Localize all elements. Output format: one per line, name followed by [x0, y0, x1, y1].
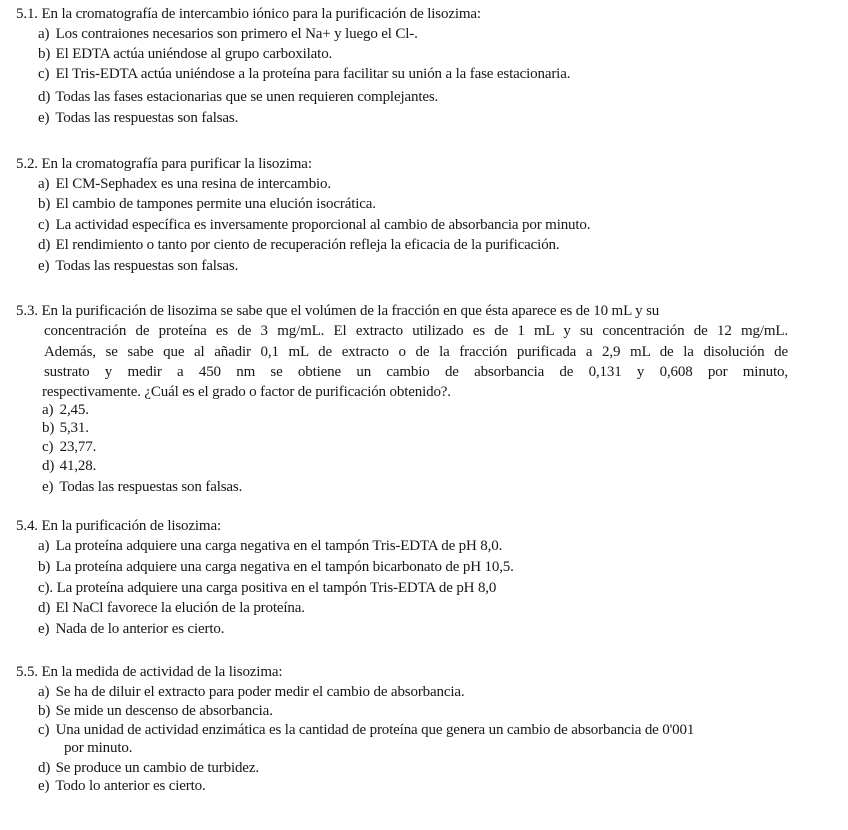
option-letter: a) [38, 26, 50, 42]
option-letter: e) [38, 621, 50, 637]
option-a [38, 26, 418, 43]
option-b [38, 559, 514, 576]
option-letter: d) [38, 760, 51, 776]
option-letter: b) [38, 559, 51, 575]
option-text: Todo lo anterior es cierto. [55, 778, 206, 794]
option-text: Todas las respuestas son falsas. [55, 258, 239, 274]
question-stem [16, 156, 312, 173]
option-c [42, 439, 96, 456]
option-text: 41,28. [59, 458, 97, 474]
option-letter: e) [38, 110, 50, 126]
option-text: Se produce un cambio de turbidez. [55, 760, 259, 776]
option-letter: e) [42, 479, 54, 495]
option-text: Nada de lo anterior es cierto. [55, 621, 225, 637]
question-text: En la purificación de lisozima se sabe que el volúmen de la fracción en que ésta aparece es de 10 mL y su [41, 303, 660, 319]
option-e [38, 110, 238, 127]
question-number: 5.1. [16, 6, 38, 22]
option-d [38, 89, 438, 106]
option-a [38, 538, 502, 555]
option-letter: d) [38, 237, 51, 253]
option-text: El Tris-EDTA actúa uniéndose a la proteína para facilitar su unión a la fase estacionaria. [55, 66, 571, 82]
option-text: El NaCl favorece la elución de la proteína. [55, 600, 305, 616]
option-a [38, 176, 331, 193]
option-text: Todas las respuestas son falsas. [55, 110, 239, 126]
option-letter: b) [38, 196, 51, 212]
option-text: La actividad específica es inversamente proporcional al cambio de absorbancia por minuto. [55, 217, 591, 233]
option-letter: b) [38, 46, 51, 62]
option-text: Todas las respuestas son falsas. [59, 479, 243, 495]
option-text: 23,77. [59, 439, 97, 455]
option-e [38, 258, 238, 275]
option-continuation: por minuto. [64, 740, 133, 756]
option-text: La proteína adquiere una carga negativa en el tampón Tris-EDTA de pH 8,0. [55, 538, 503, 554]
option-letter: c). [38, 580, 53, 596]
question-text: En la cromatografía de intercambio iónico para la purificación de lisozima: [41, 6, 481, 22]
option-c [38, 217, 590, 234]
question-text-line: sustrato y medir a 450 nm se obtiene un cambio de absorbancia de 0,131 y 0,608 por minuto, [44, 364, 788, 380]
question-number: 5.4. [16, 518, 38, 534]
question-number: 5.2. [16, 156, 38, 172]
option-e [42, 479, 242, 496]
question-text-line: respectivamente. ¿Cuál es el grado o factor de purificación obtenido?. [42, 384, 451, 400]
option-b [38, 703, 273, 720]
option-letter: a) [42, 402, 54, 418]
option-text: El rendimiento o tanto por ciento de recuperación refleja la eficacia de la purificación. [55, 237, 560, 253]
question-stem [16, 6, 481, 23]
option-text: El CM-Sephadex es una resina de intercambio. [55, 176, 332, 192]
option-d [38, 600, 305, 617]
option-b [38, 196, 376, 213]
question-text-line: Además, se sabe que al añadir 0,1 mL de extracto o de la fracción purificada a 2,9 mL de la disolución de [44, 344, 788, 360]
option-text: 2,45. [59, 402, 89, 418]
option-text: Los contraiones necesarios son primero el Na+ y luego el Cl-. [55, 26, 418, 42]
question-text-line: concentración de proteína es de 3 mg/mL. El extracto utilizado es de 1 mL y su concentración de 12 mg/mL. [44, 323, 788, 339]
option-letter: e) [38, 258, 50, 274]
question-text: En la medida de actividad de la lisozima: [41, 664, 283, 680]
option-letter: c) [38, 217, 50, 233]
option-d [38, 760, 259, 777]
option-text: Una unidad de actividad enzimática es la cantidad de proteína que genera un cambio de absorbancia de 0'001 [55, 722, 695, 738]
option-letter: a) [38, 538, 50, 554]
option-d [42, 458, 96, 475]
option-text: Se ha de diluir el extracto para poder medir el cambio de absorbancia. [55, 684, 465, 700]
option-a [42, 402, 89, 419]
option-text: La proteína adquiere una carga positiva en el tampón Tris-EDTA de pH 8,0 [56, 580, 497, 596]
option-letter: c) [38, 66, 50, 82]
option-letter: b) [38, 703, 51, 719]
option-text: El cambio de tampones permite una elución isocrática. [55, 196, 376, 212]
option-letter: c) [42, 439, 54, 455]
option-c [38, 580, 496, 597]
option-letter: c) [38, 722, 50, 738]
option-letter: a) [38, 684, 50, 700]
option-letter: d) [38, 89, 51, 105]
question-stem [16, 518, 221, 535]
option-letter: e) [38, 778, 50, 794]
option-d [38, 237, 560, 254]
option-b [42, 420, 89, 437]
option-letter: d) [42, 458, 55, 474]
question-text: En la purificación de lisozima: [41, 518, 221, 534]
option-e [38, 621, 224, 638]
question-stem [16, 664, 282, 681]
option-c [38, 722, 694, 739]
option-letter: b) [42, 420, 55, 436]
option-letter: d) [38, 600, 51, 616]
option-b [38, 46, 332, 63]
question-number: 5.3. [16, 303, 38, 319]
option-e [38, 778, 206, 795]
option-c [38, 66, 570, 83]
question-stem [16, 303, 659, 320]
option-text: 5,31. [59, 420, 89, 436]
question-number: 5.5. [16, 664, 38, 680]
question-text: En la cromatografía para purificar la lisozima: [41, 156, 312, 172]
option-text: Todas las fases estacionarias que se unen requieren complejantes. [55, 89, 439, 105]
option-text: Se mide un descenso de absorbancia. [55, 703, 273, 719]
option-a [38, 684, 465, 701]
option-text: La proteína adquiere una carga negativa en el tampón bicarbonato de pH 10,5. [55, 559, 514, 575]
option-letter: a) [38, 176, 50, 192]
option-text: El EDTA actúa uniéndose al grupo carboxilato. [55, 46, 333, 62]
